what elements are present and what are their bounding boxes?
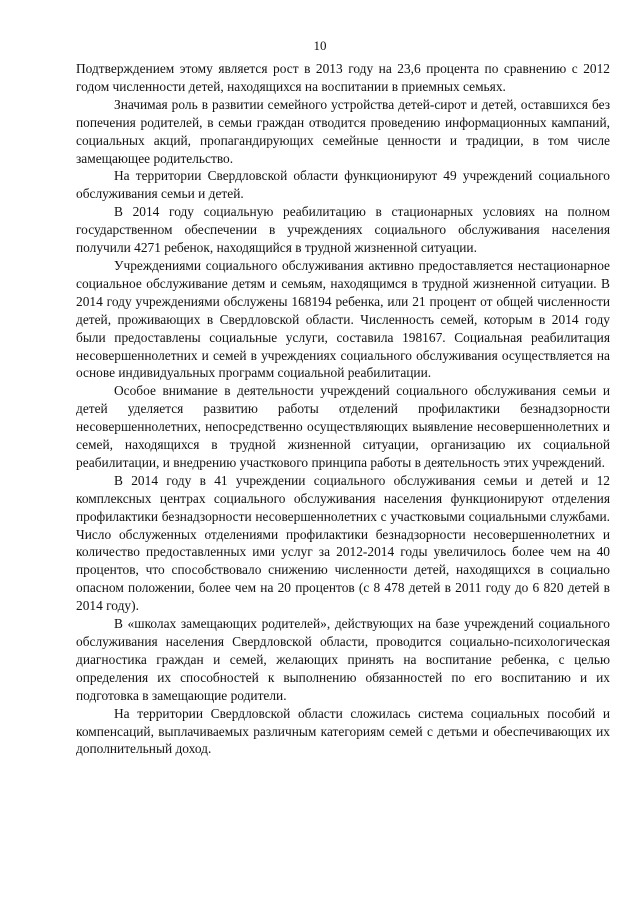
paragraph: В 2014 году социальную реабилитацию в стационарных условиях на полном государственном обеспечении в учреждениях социального обслуживания населения получили 4271 ребенок, находящийся в трудной жизненной ситуации. xyxy=(76,204,610,256)
paragraph: В 2014 году в 41 учреждении социального обслуживания семьи и детей и 12 комплексных центрах социального обслуживания населения функционируют отделения профилактики безнадзорности несовершеннолетних с участковыми социальными службами. Число обслуженных отделениями профилактики безнадзорности несовершеннолетних и количество предоставленных ими услуг за 2012-2014 годы увеличилось более чем на 40 процентов, что способствовало снижению численности детей, находящихся в социально опасном положении, более чем на 20 процентов (с 8 478 детей в 2011 году до 6 820 детей в 2014 году). xyxy=(76,472,610,614)
paragraph: Учреждениями социального обслуживания активно предоставляется нестационарное социальное обслуживание детям и семьям, находящимся в трудной жизненной ситуации. В 2014 году учреждениями обслужены 168194 ребенка, или 21 процент от общей численности детей, проживающих в Свердловской области. Численность семей, которым в 2014 году были предоставлены социальные услуги, составила 198167. Социальная реабилитация несовершеннолетних и семей в учреждениях социального обслуживания осуществляется на основе индивидуальных программ социальной реабилитации. xyxy=(76,257,610,381)
document-body xyxy=(76,60,610,758)
page-number: 10 xyxy=(313,38,327,53)
paragraph: На территории Свердловской области функционируют 49 учреждений социального обслуживания семьи и детей. xyxy=(76,168,610,202)
paragraph: Подтверждением этому является рост в 2013 году на 23,6 процента по сравнению с 2012 годом численности детей, находящихся на воспитании в приемных семьях. xyxy=(76,61,610,94)
paragraph: Значимая роль в развитии семейного устройства детей-сирот и детей, оставшихся без попечения родителей, в семьи граждан отводится проведению информационных кампаний, социальных акций, пропагандирующих семейные ценности и традиции, в том числе замещающее родительство. xyxy=(76,96,610,166)
paragraph: Особое внимание в деятельности учреждений социального обслуживания семьи и детей уделяется развитию работы отделений профилактики безнадзорности несовершеннолетних, непосредственно осуществляющих выявление несовершеннолетних и семей, находящихся в трудной жизненной ситуации, организацию их социальной реабилитации, и внедрению участкового принципа работы в деятельность этих учреждений. xyxy=(76,383,610,470)
paragraph: В «школах замещающих родителей», действующих на базе учреждений социального обслуживания населения Свердловской области, проводится социально-психологическая диагностика граждан и семей, желающих принять на воспитание ребенка, с целью определения их способностей к выполнению обязанностей по его воспитанию и их подготовка в замещающие родители. xyxy=(76,616,610,703)
paragraph: На территории Свердловской области сложилась система социальных пособий и компенсаций, выплачиваемых различным категориям семей с детьми и обеспечивающих их дополнительный доход. xyxy=(76,705,610,757)
